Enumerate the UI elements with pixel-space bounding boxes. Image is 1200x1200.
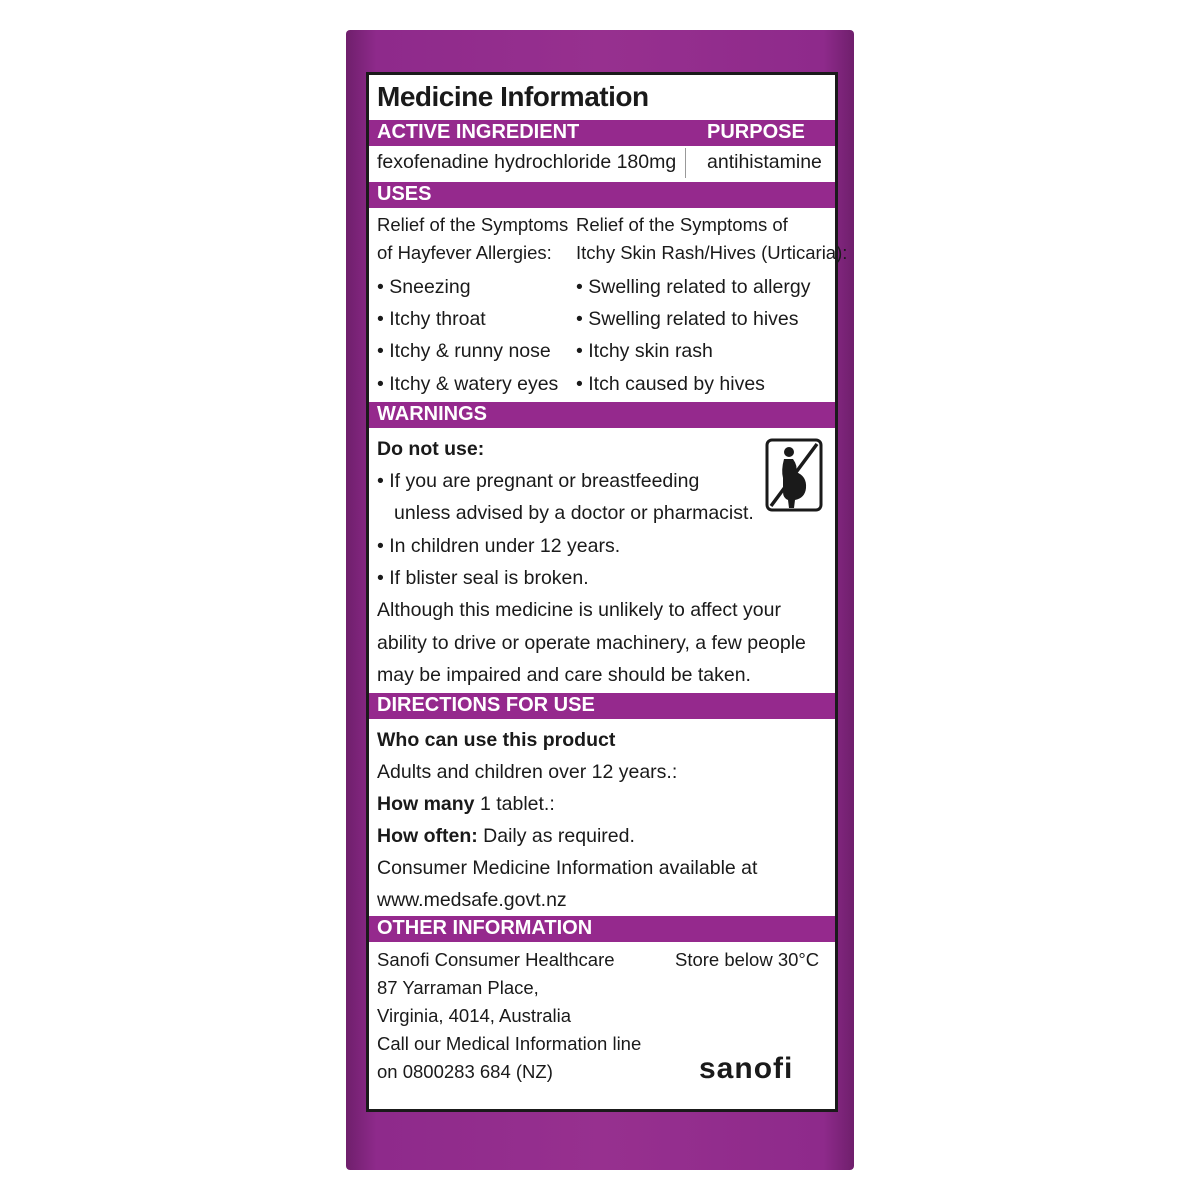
list-item: • Itchy & watery eyes xyxy=(377,373,559,395)
uses-left-heading-1: Relief of the Symptoms xyxy=(377,214,569,235)
list-item: • Itchy throat xyxy=(377,308,486,330)
how-many-line xyxy=(377,792,555,816)
warning-paragraph-line-1: Although this medicine is unlikely to affect your xyxy=(377,599,781,621)
warning-paragraph-line-2: ability to drive or operate machinery, a few people xyxy=(377,632,806,654)
info-line-text: Call our Medical Information line xyxy=(377,1033,642,1054)
warning-item-1-line-2: unless advised by a doctor or pharmacist. xyxy=(394,502,754,524)
directions-header-bar xyxy=(369,693,835,719)
warning-paragraph-line-3: may be impaired and care should be taken. xyxy=(377,664,751,686)
panel-title: Medicine Information xyxy=(377,81,649,112)
who-can-use-label: Who can use this product xyxy=(377,729,616,751)
how-often-value: Daily as required. xyxy=(483,825,635,847)
address-line-2: Virginia, 4014, Australia xyxy=(377,1005,572,1026)
how-many-value: 1 tablet.: xyxy=(479,793,555,815)
info-line-number: on 0800283 684 (NZ) xyxy=(377,1061,553,1082)
ingredient-value: fexofenadine hydrochloride 180mg xyxy=(377,151,677,173)
medicine-information-panel xyxy=(366,72,848,1112)
storage-instruction: Store below 30°C xyxy=(675,949,820,970)
column-divider xyxy=(685,148,686,178)
other-information-header-bar xyxy=(369,916,835,942)
uses-header: USES xyxy=(377,183,432,205)
do-not-use-label: Do not use: xyxy=(377,438,485,460)
purpose-value: antihistamine xyxy=(707,151,822,173)
list-item: • Itchy skin rash xyxy=(576,340,713,362)
uses-left-heading-2: of Hayfever Allergies: xyxy=(377,242,552,263)
list-item: • Swelling related to allergy xyxy=(576,276,811,298)
how-many-label: How many xyxy=(377,793,475,815)
other-information-header: OTHER INFORMATION xyxy=(377,917,593,939)
cmi-website-link[interactable]: www.medsafe.govt.nz xyxy=(377,889,567,911)
list-item: • Itchy & runny nose xyxy=(377,340,551,362)
how-often-label: How often: xyxy=(377,825,478,847)
no-pregnancy-icon xyxy=(765,438,823,512)
who-can-use-value: Adults and children over 12 years.: xyxy=(377,761,678,783)
warnings-header: WARNINGS xyxy=(377,403,487,425)
purpose-header: PURPOSE xyxy=(707,121,805,143)
uses-right-heading-1: Relief of the Symptoms of xyxy=(576,214,788,235)
how-often-line xyxy=(377,824,635,848)
warning-item-3: • If blister seal is broken. xyxy=(377,567,589,589)
list-item: • Sneezing xyxy=(377,276,471,298)
uses-header-bar xyxy=(369,182,835,208)
uses-right-heading-2: Itchy Skin Rash/Hives (Urticaria): xyxy=(576,242,848,263)
warnings-header-bar xyxy=(369,402,835,428)
sanofi-logo: sanofi xyxy=(699,1052,794,1085)
address-line-1: 87 Yarraman Place, xyxy=(377,977,539,998)
list-item: • Swelling related to hives xyxy=(576,308,799,330)
warning-item-1-line-1: • If you are pregnant or breastfeeding xyxy=(377,470,700,492)
company-name: Sanofi Consumer Healthcare xyxy=(377,949,615,970)
directions-header: DIRECTIONS FOR USE xyxy=(377,694,595,716)
cmi-line-1: Consumer Medicine Information available at xyxy=(377,857,758,879)
warning-item-2: • In children under 12 years. xyxy=(377,535,621,557)
list-item: • Itch caused by hives xyxy=(576,373,765,395)
active-ingredient-header-bar xyxy=(369,120,835,146)
active-ingredient-header: ACTIVE INGREDIENT xyxy=(377,121,580,143)
